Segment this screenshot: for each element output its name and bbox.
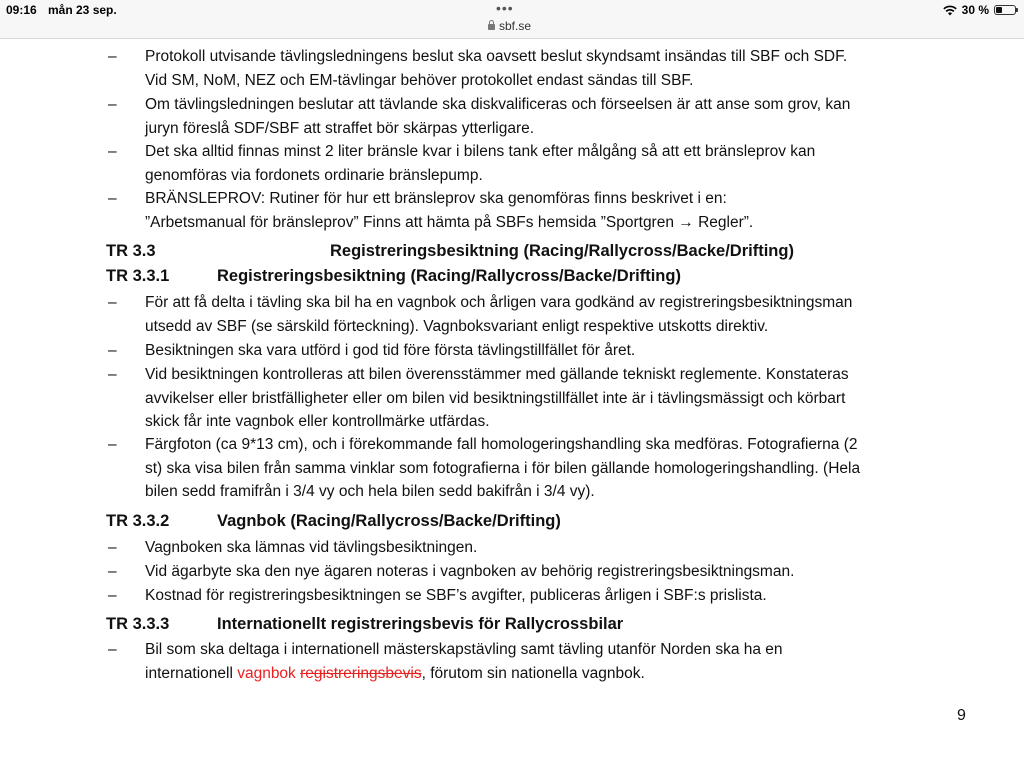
url-text: sbf.se	[499, 19, 532, 33]
multitask-dots-icon[interactable]: •••	[496, 0, 514, 16]
struck-text: registreringsbevis	[300, 664, 422, 682]
page-number: 9	[957, 707, 966, 724]
address-bar[interactable]	[488, 19, 531, 33]
status-bar	[0, 0, 1024, 39]
section-number: TR 3.3.3	[106, 615, 170, 633]
section-number: TR 3.3.2	[106, 512, 170, 530]
wifi-icon	[943, 5, 957, 16]
status-right	[943, 3, 1016, 17]
section-title: Registreringsbesiktning (Racing/Rallycross/Backe/Drifting)	[330, 242, 794, 260]
battery-percent: 30 %	[961, 3, 989, 17]
section-title: Internationellt registreringsbevis för Rallycrossbilar	[217, 615, 624, 633]
battery-icon	[994, 5, 1016, 15]
section-number: TR 3.3	[106, 242, 156, 260]
section-title: Vagnbok (Racing/Rallycross/Backe/Drifting)	[217, 512, 561, 530]
section-title: Registreringsbesiktning (Racing/Rallycross/Backe/Drifting)	[217, 267, 681, 285]
lock-icon	[488, 24, 495, 30]
status-time: 09:16	[6, 3, 37, 17]
section-number: TR 3.3.1	[106, 267, 170, 285]
status-date: mån 23 sep.	[48, 3, 117, 17]
inserted-text: vagnbok	[237, 664, 296, 682]
document-page: – Protokoll utvisande tävlingsledningens beslut ska oavsett beslut skyndsamt insändas till SBF och SDF. Vid SM, NoM, NEZ och EM-tävlingar behöver protokollet endast sändas till SBF. – Om tävlingsledningen beslutar att tävlande ska diskvalificeras och förseelsen är att anse som grov, kan juryn föreslå SDF/SBF att straffet bör skärpas ytterligare. – Det ska alltid finnas minst 2 liter bränsle kvar i bilens tank efter målgång så att ett bränsleprov kan genomföras via fordonets ordinarie bränslepump. – BRÄNSLEPROV: Rutiner för hur ett bränsleprov ska genomföras finns beskrivet i en: ”Arbetsmanual för bränsleprov” Finns att hämta på SBFs hemsida ”Sportgren → Regler”. TR 3.3 Registreringsbesiktning (Racing/Rallycross/Backe/Drifting) TR 3.3.1 Registreringsbesiktning (Racing/Rallycross/Backe/Drifting) – För att få delta i tävling ska bil ha en vagnbok och årligen vara godkänd av registreringsbesiktningsman utsedd av SBF (se särskild förteckning). Vagnboksvariant enligt respektive utskotts direktiv. – Besiktningen ska vara utförd i god tid före första tävlingstillfället för året. – Vid besiktningen kontrolleras att bilen överensstämmer med gällande tekniskt reglemente. Konstateras avvikelser eller bristfälligheter eller om bilen vid besiktningstillfället inte är i tävlingsmässigt och körbart skick får inte vagnbok eller kontrollmärke utfärdas. – Färgfoton (ca 9*13 cm), och i förekommande fall homologeringshandling ska medföras. Fotografierna (2 st) ska visa bilen från samma vinklar som fotografierna i för bilen gällande homologeringshandling. (Hela bilen sedd framifrån i 3/4 vy och hela bilen sedd bakifrån i 3/4 vy). TR 3.3.2 Vagnbok (Racing/Rallycross/Backe/Drifting) – Vagnboken ska lämnas vid tävlingsbesiktningen. – Vid ägarbyte ska den nye ägaren noteras i vagnboken av behörig registreringsbesiktningsman. – Kostnad för registreringsbesiktningen se SBF’s avgifter, publiceras årligen i SBF:s prislista. TR 3.3.3 Internationellt registreringsbevis för Rallycrossbilar – Bil som ska deltaga i internationell mästerskapstävling samt tävling utanför Norden ska ha en internationell vagnbok registreringsbevis, förutom sin nationella vagnbok. 9	[0, 39, 1024, 768]
